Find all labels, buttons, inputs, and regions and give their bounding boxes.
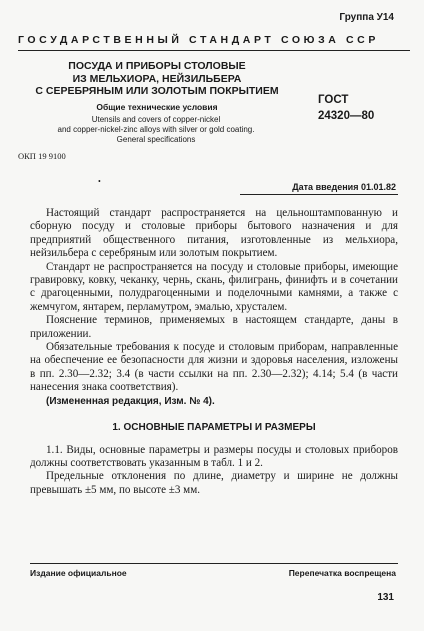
paragraph: Обязательные требования к посуде и столовым приборам, направленные на обеспечение ее безопасности для жизни и здоровья населения, изложены в пп. 2.30—2.32; 3.4 (в части ссылки на пп. 2.30—2.32); 4.14; 5.4 (в части нанесения знака соответствия). — [30, 341, 398, 394]
english-title — [6, 115, 306, 145]
title-line: С СЕРЕБРЯНЫМ ИЛИ ЗОЛОТЫМ ПОКРЫТИЕМ — [35, 85, 279, 97]
gost-block — [318, 92, 374, 124]
paragraph: Настоящий стандарт распространяется на цельноштампованную и сборную посуду и столовые приборы бытового назначения и для предприятий общественного питания, изготовленные из мельхиора, нейзильбера с серебряным или золотым покрытием. — [30, 207, 398, 260]
paragraph: Предельные отклонения по длине, диаметру и ширине не должны превышать ±5 мм, по высоте ±3 мм. — [30, 470, 398, 496]
amendment-note: (Измененная редакция, Изм. № 4). — [46, 395, 215, 407]
date-rule — [240, 194, 398, 195]
footer-official-edition: Издание официальное — [30, 568, 127, 578]
header-rule — [18, 50, 410, 51]
page-number: 131 — [377, 592, 394, 603]
english-line: Utensils and covers of copper-nickel — [91, 115, 221, 124]
title-line: ИЗ МЕЛЬХИОРА, НЕЙЗИЛЬБЕРА — [72, 72, 242, 85]
english-line: and copper-nickel-zinc alloys with silver or gold coating. — [57, 125, 255, 134]
title-line: ПОСУДА И ПРИБОРЫ СТОЛОВЫЕ — [68, 60, 246, 72]
document-subtitle: Общие технические условия — [96, 102, 218, 112]
standard-heading: ГОСУДАРСТВЕННЫЙ СТАНДАРТ СОЮЗА ССР — [18, 34, 379, 46]
document-body — [30, 207, 398, 497]
gost-number: 24320—80 — [318, 110, 375, 122]
group-code: Группа У14 — [339, 12, 394, 23]
footer-rule — [30, 563, 398, 564]
footer-reprint-notice: Перепечатка воспрещена — [288, 568, 396, 578]
english-line: General specifications — [116, 135, 196, 144]
gost-label: ГОСТ — [318, 94, 349, 106]
section-heading: 1. ОСНОВНЫЕ ПАРАМЕТРЫ И РАЗМЕРЫ — [112, 422, 316, 434]
document-title — [14, 60, 300, 98]
paragraph: Пояснение терминов, применяемых в настоящем стандарте, даны в приложении. — [30, 314, 398, 340]
paragraph: 1.1. Виды, основные параметры и размеры посуды и столовых приборов должны соответствовать указанным в табл. 1 и 2. — [30, 443, 398, 469]
paragraph: Стандарт не распространяется на посуду и столовые приборы, имеющие гравировку, ковку, чеканку, чернь, скань, филигрань, финифть и в сочетании с драгоценными, полудрагоценными и поделочными камнями, а также с жемчугом, янтарем, перламутром, эмалью, хрусталем. — [30, 260, 398, 313]
effective-date: Дата введения 01.01.82 — [292, 182, 396, 192]
stray-dot: • — [98, 177, 101, 186]
okp-code: ОКП 19 9100 — [18, 151, 66, 161]
